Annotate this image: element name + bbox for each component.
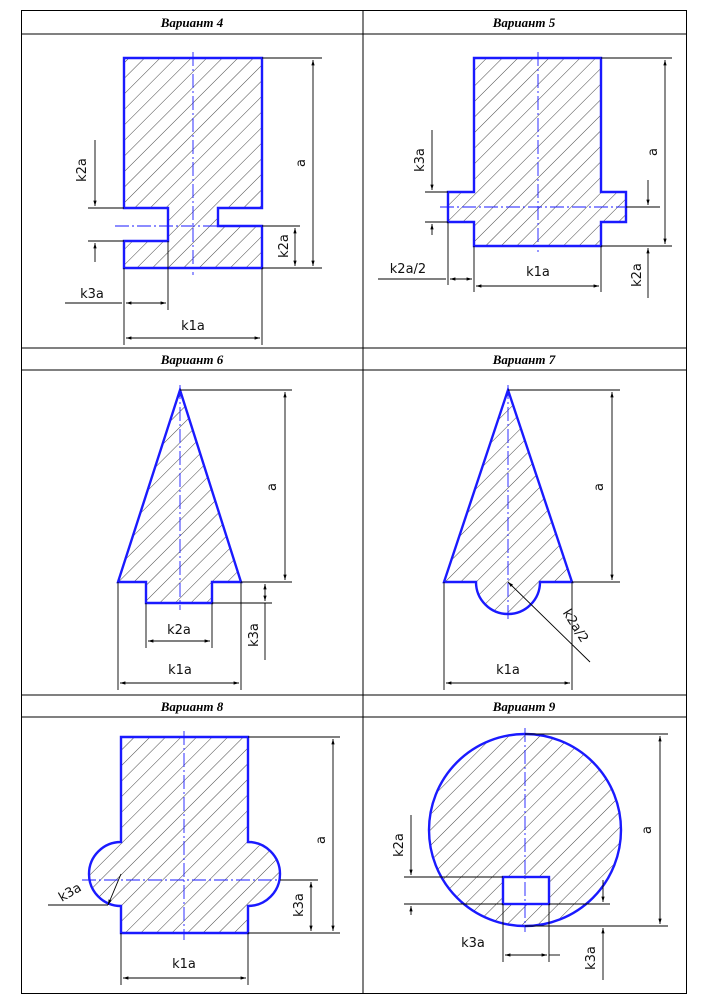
variant-4-title: Вариант 4 xyxy=(160,15,224,30)
variant-5-drawing xyxy=(378,52,672,298)
variant-5-label-a: a xyxy=(646,148,661,156)
variant-5-label-k3a: k3a xyxy=(413,148,428,172)
variant-8-label-k1a: k1a xyxy=(172,957,196,972)
variant-5-title: Вариант 5 xyxy=(492,15,556,30)
variant-6-label-k2a: k2a xyxy=(167,623,191,638)
variant-9-drawing xyxy=(392,728,668,980)
variant-6-section xyxy=(118,390,241,603)
variant-8-label-a: a xyxy=(314,836,329,844)
variant-7-label-a: a xyxy=(592,483,607,491)
variant-7-title: Вариант 7 xyxy=(492,352,556,367)
variant-9-label-k2a: k2a xyxy=(392,833,407,857)
variant-4-drawing xyxy=(65,52,322,345)
variant-8-label-k3a: k3a xyxy=(292,893,307,917)
variant-8-label-k3a-radius: k3a xyxy=(56,880,85,906)
variant-8-section xyxy=(89,737,280,933)
variant-7-label-k1a: k1a xyxy=(496,663,520,678)
variant-9-label-k3a-right: k3a xyxy=(584,946,599,970)
variant-8-title: Вариант 8 xyxy=(160,699,224,714)
variant-9-label-a: a xyxy=(640,826,655,834)
variant-7-label-k2a-2: k2a/2 xyxy=(558,606,591,646)
variant-8-drawing xyxy=(48,731,340,985)
variant-4-label-k2a-left: k2a xyxy=(75,158,90,182)
variant-5-label-k2a: k2a xyxy=(630,263,645,287)
variant-6-label-a: a xyxy=(265,483,280,491)
variant-4-label-k1a: k1a xyxy=(181,319,205,334)
variant-5-label-k2a-2: k2a/2 xyxy=(389,262,427,277)
variant-4-label-k3a: k3a xyxy=(80,287,104,302)
variant-7-drawing xyxy=(444,385,620,690)
variant-4-label-a: a xyxy=(294,159,309,167)
variant-6-drawing xyxy=(118,385,292,690)
variant-5-section xyxy=(448,58,626,246)
variant-9-title: Вариант 9 xyxy=(492,699,556,714)
variant-6-title: Вариант 6 xyxy=(160,352,224,367)
variant-9-label-k3a-bottom: k3a xyxy=(461,936,485,951)
variant-6-label-k1a: k1a xyxy=(168,663,192,678)
variant-6-label-k3a: k3a xyxy=(247,623,262,647)
variant-5-label-k1a: k1a xyxy=(526,265,550,280)
variant-9-cutout xyxy=(503,877,549,904)
variant-4-label-k2a-right: k2a xyxy=(277,234,292,258)
